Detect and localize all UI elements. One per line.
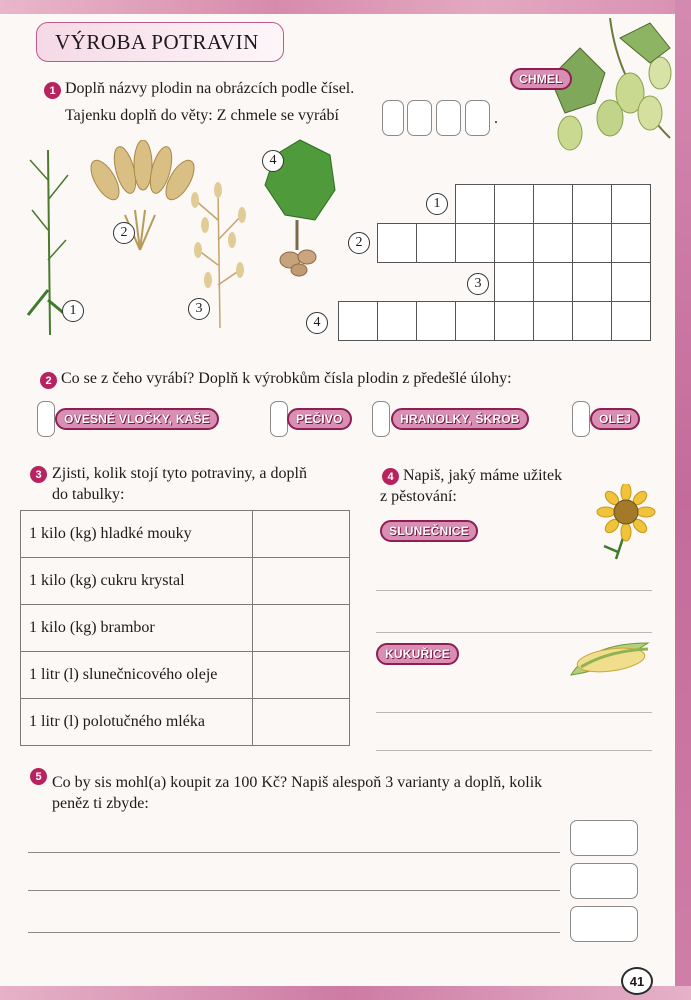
crossword-number-2: 2 (348, 232, 370, 254)
answer-line[interactable] (376, 750, 652, 751)
crossword-number-3: 3 (467, 273, 489, 295)
task-4-text-line1: Napiš, jaký máme užitek (403, 467, 563, 484)
answer-line[interactable] (376, 632, 652, 633)
table-cell-item: 1 kilo (kg) cukru krystal (21, 558, 253, 605)
task-2-text: Co se z čeho vyrábí? Doplň k výrobkům čísla plodin z předešlé úlohy: (61, 370, 512, 387)
corn-label: KUKUŘICE (376, 643, 459, 665)
table-cell-price-input[interactable] (253, 652, 350, 699)
plant-number-3: 3 (188, 298, 210, 320)
price-table (20, 510, 350, 746)
product-number-box-2[interactable] (270, 401, 288, 437)
crossword-cell[interactable] (611, 184, 651, 224)
corn-illustration (566, 635, 652, 683)
secret-letter-box-1[interactable] (382, 100, 404, 136)
task-1-number: 1 (44, 82, 61, 99)
crossword-number-4: 4 (306, 312, 328, 334)
task-2-number: 2 (40, 372, 57, 389)
table-cell-item: 1 litr (l) slunečnicového oleje (21, 652, 253, 699)
plant-number-1: 1 (62, 300, 84, 322)
page-title: VÝROBA POTRAVIN (36, 22, 284, 62)
task-1-text: Doplň názvy plodin na obrázcích podle čísel. (65, 80, 355, 97)
crossword-cell[interactable] (455, 301, 495, 341)
crossword-cell[interactable] (377, 301, 417, 341)
secret-letter-box-2[interactable] (407, 100, 432, 136)
table-row (21, 699, 350, 746)
crossword-number-1: 1 (426, 193, 448, 215)
product-number-box-1[interactable] (37, 401, 55, 437)
answer-line[interactable] (28, 890, 560, 891)
crossword-cell[interactable] (338, 301, 378, 341)
crossword-cell[interactable] (533, 184, 573, 224)
task-4-number: 4 (382, 468, 399, 485)
task-4-text-line2: z pěstování: (380, 488, 457, 505)
product-label-oat-flakes: OVESNÉ VLOČKY, KAŠE (55, 408, 219, 430)
product-number-box-4[interactable] (572, 401, 590, 437)
bottom-decorative-band (0, 986, 691, 1000)
task-1-secret-sentence: Tajenku doplň do věty: Z chmele se vyrábí (65, 107, 339, 124)
crossword-cell[interactable] (494, 223, 534, 263)
crossword-cell[interactable] (494, 262, 534, 302)
product-label-fries-starch: HRANOLKY, ŠKROB (391, 408, 529, 430)
task-5-text-line1: Co by sis mohl(a) koupit za 100 Kč? Napiš alespoň 3 varianty a doplň, kolik (52, 774, 543, 791)
secret-letter-box-3[interactable] (436, 100, 461, 136)
table-cell-price-input[interactable] (253, 511, 350, 558)
product-label-bakery: PEČIVO (287, 408, 352, 430)
remaining-money-box-3[interactable] (570, 906, 638, 942)
remaining-money-box-1[interactable] (570, 820, 638, 856)
table-row (21, 652, 350, 699)
crossword-cell[interactable] (455, 184, 495, 224)
crossword-cell[interactable] (533, 301, 573, 341)
top-decorative-band (0, 0, 691, 14)
crossword-cell[interactable] (533, 262, 573, 302)
crossword-cell[interactable] (572, 223, 612, 263)
sunflower-label: SLUNEČNICE (380, 520, 478, 542)
product-label-oil: OLEJ (590, 408, 640, 430)
task-3-text-line1: Zjisti, kolik stojí tyto potraviny, a doplň (52, 465, 307, 482)
remaining-money-box-2[interactable] (570, 863, 638, 899)
plant-number-4: 4 (262, 150, 284, 172)
answer-line[interactable] (376, 590, 652, 591)
crossword-cell[interactable] (494, 184, 534, 224)
table-cell-item: 1 kilo (kg) brambor (21, 605, 253, 652)
table-cell-price-input[interactable] (253, 558, 350, 605)
table-row (21, 558, 350, 605)
crossword-cell[interactable] (611, 223, 651, 263)
task-5-number: 5 (30, 768, 47, 785)
hop-label: CHMEL (510, 68, 572, 90)
table-row (21, 511, 350, 558)
crossword-cell[interactable] (377, 223, 417, 263)
crossword-cell[interactable] (494, 301, 534, 341)
plant-number-2: 2 (113, 222, 135, 244)
table-cell-price-input[interactable] (253, 605, 350, 652)
secret-sentence-period: . (494, 110, 498, 127)
crossword-cell[interactable] (572, 262, 612, 302)
crossword-cell[interactable] (416, 223, 456, 263)
task-3-text-line2: do tabulky: (52, 486, 125, 503)
crossword-cell[interactable] (533, 223, 573, 263)
task-3-number: 3 (30, 466, 47, 483)
answer-line[interactable] (28, 932, 560, 933)
sunflower-illustration (596, 484, 658, 562)
crossword-cell[interactable] (611, 262, 651, 302)
crossword-cell[interactable] (455, 223, 495, 263)
crossword-cell[interactable] (572, 301, 612, 341)
answer-line[interactable] (376, 712, 652, 713)
table-cell-item: 1 litr (l) polotučného mléka (21, 699, 253, 746)
table-row (21, 605, 350, 652)
grain-bundle-illustration (85, 140, 195, 255)
table-cell-item: 1 kilo (kg) hladké mouky (21, 511, 253, 558)
hop-plant-illustration (510, 18, 680, 168)
product-number-box-3[interactable] (372, 401, 390, 437)
secret-letter-box-4[interactable] (465, 100, 490, 136)
crossword-cell[interactable] (611, 301, 651, 341)
page-number: 41 (621, 967, 653, 995)
task-5-text-line2: peněz ti zbyde: (52, 795, 149, 812)
table-cell-price-input[interactable] (253, 699, 350, 746)
answer-line[interactable] (28, 852, 560, 853)
crossword-cell[interactable] (416, 301, 456, 341)
crossword-cell[interactable] (572, 184, 612, 224)
